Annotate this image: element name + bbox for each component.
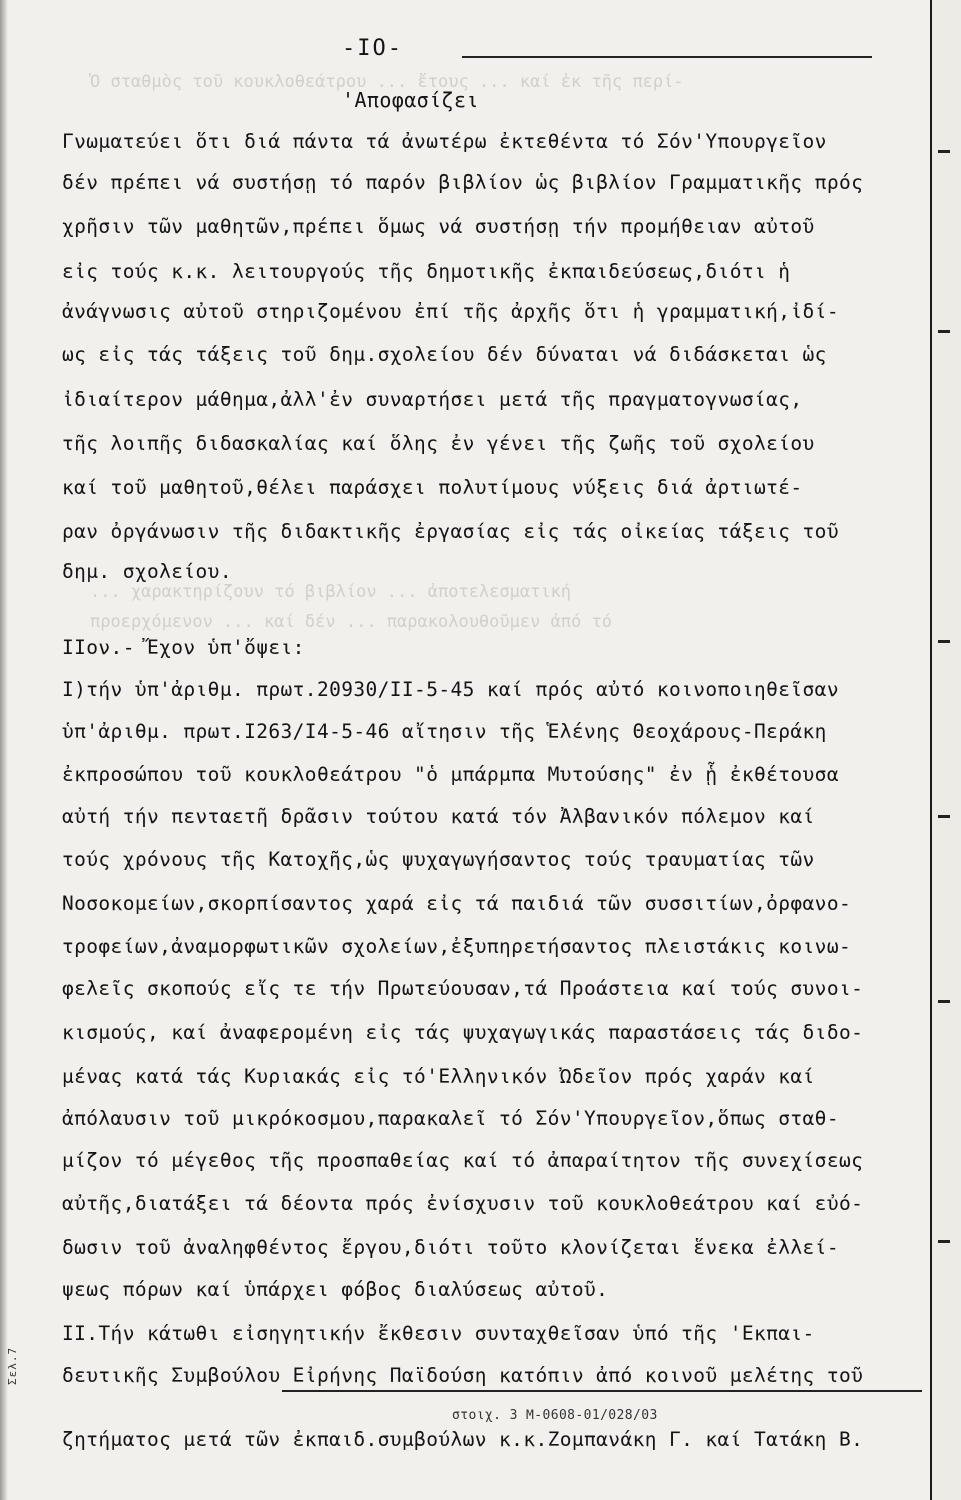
margin-mark [938,330,950,333]
text-line: αὐτή τήν πενταετῆ δρᾶσιν τούτου κατά τόν Ἀλβανικόν πόλεμον καί [62,805,815,828]
text-line: IIον.- Ἔχον ὑπ'ὄψει: [62,636,305,659]
text-line: δωσιν τοῦ ἀναληφθέντος ἔργου,διότι τοῦτο κλονίζεται ἕνεκα ἐλλεί- [62,1236,839,1259]
footer-stamp: στοιχ. 3 Μ-0608-01/028/03 [452,1408,658,1423]
margin-mark [938,815,950,818]
text-line: ζητήματος μετά τῶν ἐκπαιδ.συμβούλων κ.κ.Ζομπανάκη Γ. καί Τατάκη Β. [62,1428,864,1451]
text-line: χρῆσιν τῶν μαθητῶν,πρέπει ὅμως νά συστήσῃ τήν προμήθειαν αὐτοῦ [62,215,815,238]
underline-rule [282,1390,922,1392]
text-line: τῆς λοιπῆς διδασκαλίας καί ὅλης ἐν γένει τῆς ζωῆς τοῦ σχολείου [62,432,815,455]
header-rule [462,56,872,58]
text-line: κισμούς, καί ἀναφερομένη εἰς τάς ψυχαγωγικάς παραστάσεις τάς διδο- [62,1021,864,1044]
text-line: ραν ὀργάνωσιν τῆς διδακτικῆς ἐργασίας εἰς τάς οἰκείας τάξεις τοῦ [62,520,839,543]
text-line: ἐκπροσώπου τοῦ κουκλοθεάτρου "ὁ μπάρμπα Μυτούσης" ἐν ᾗ ἐκθέτουσα [62,763,839,786]
text-line: δευτικῆς Συμβούλου Εἰρήνης Παϊδούση κατόπιν ἀπό κοινοῦ μελέτης τοῦ [62,1364,864,1387]
text-line: αὐτῆς,διατάξει τά δέοντα πρός ἐνίσχυσιν τοῦ κουκλοθεάτρου καί εὐό- [62,1192,864,1215]
side-stamp: Σελ.7 [6,1346,19,1385]
text-line: Γνωματεύει ὅτι διά πάντα τά ἀνωτέρω ἐκτεθέντα τό Σόν'Υπουργεῖον [62,130,827,153]
text-line: δημ. σχολείου. [62,560,232,583]
text-line: ἰδιαίτερον μάθημα,ἀλλ'ἐν συναρτήσει μετά τῆς πραγματογνωσίας, [62,388,803,411]
text-line: ως εἰς τάς τάξεις τοῦ δημ.σχολείου δέν δύναται νά διδάσκεται ὡς [62,343,827,366]
margin-mark [938,1000,950,1003]
text-line: Νοσοκομείων,σκορπίσαντος χαρά εἰς τά παιδιά τῶν συσσιτίων,ὀρφανο- [62,892,852,915]
bleed-through-text: προερχόμενον ... καί δέν ... παρακολουθοῦμεν ἀπό τό [90,612,612,632]
page-edge-shadow [0,0,8,1500]
decision-heading: 'Αποφασίζει [342,88,479,112]
text-line: φελεῖς σκοπούς εἴς τε τήν Πρωτεύουσαν,τά Προάστεια καί τούς συνοι- [62,977,864,1000]
right-margin-strip [930,0,961,1500]
text-line: I)τήν ὑπ'ἀριθμ. πρωτ.20930/II-5-45 καί πρός αὐτό κοινοποιηθεῖσαν [62,678,839,701]
text-line: ἀπόλαυσιν τοῦ μικρόκοσμου,παρακαλεῖ τό Σόν'Υπουργεῖον,ὅπως σταθ- [62,1107,839,1130]
margin-mark [938,640,950,643]
text-line: τούς χρόνους τῆς Κατοχῆς,ὡς ψυχαγωγήσαντος τούς τραυματίας τῶν [62,848,815,871]
text-line: μένας κατά τάς Κυριακάς εἰς τό'Ελληνικόν Ὠδεῖον πρός χαράν καί [62,1065,815,1088]
page-header [62,30,922,70]
text-line: καί τοῦ μαθητοῦ,θέλει παράσχει πολυτίμους νύξεις διά ἀρτιωτέ- [62,476,803,499]
margin-mark [938,150,950,153]
text-line: δέν πρέπει νά συστήσῃ τό παρόν βιβλίον ὡς βιβλίον Γραμματικῆς πρός [62,171,864,194]
margin-mark [938,1240,950,1243]
text-line: εἰς τούς κ.κ. λειτουργούς τῆς δημοτικῆς ἐκπαιδεύσεως,διότι ἡ [62,260,791,283]
bleed-through-text: ... χαρακτηρίζουν τό βιβλίον ... ἀποτελεσματική [90,582,572,602]
text-line: II.Τήν κάτωθι εἰσηγητικήν ἔκθεσιν συνταχθεῖσαν ὑπό τῆς 'Εκπαι- [62,1322,815,1345]
text-line: ὑπ'ἀριθμ. πρωτ.I263/I4-5-46 αἴτησιν τῆς Ἑλένης Θεοχάρους-Περάκη [62,720,827,743]
page-number: -IO- [342,36,403,61]
text-line: τροφείων,ἀναμορφωτικῶν σχολείων,ἐξυπηρετήσαντος πλειστάκις κοινω- [62,935,852,958]
text-line: ἀνάγνωσις αὐτοῦ στηριζομένου ἐπί τῆς ἀρχῆς ὅτι ἡ γραμματική,ἰδί- [62,300,839,323]
text-line: μίζον τό μέγεθος τῆς προσπαθείας καί τό ἀπαραίτητον τῆς συνεχίσεως [62,1149,864,1172]
bleed-through-text: Ὁ σταθμὸς τοῦ κουκλοθεάτρου ... ἔτους ... καί ἐκ τῆς περί- [90,72,684,92]
text-line: ψεως πόρων καί ὑπάρχει φόβος διαλύσεως αὐτοῦ. [62,1278,609,1301]
